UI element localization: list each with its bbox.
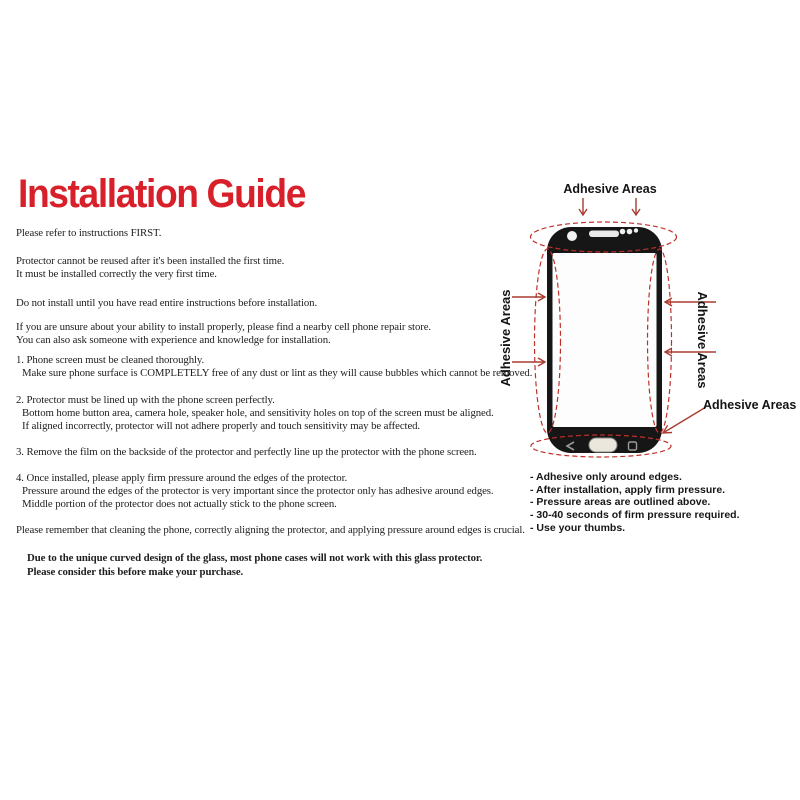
adhesive-areas-label-bottom: Adhesive Areas xyxy=(703,398,797,412)
note-item: - Adhesive only around edges. xyxy=(530,471,682,483)
adhesive-areas-label-left: Adhesive Areas xyxy=(498,289,513,387)
arrow-bottom-corner xyxy=(663,407,706,433)
arrow-top-right xyxy=(632,198,640,215)
instruction-line: If aligned incorrectly, protector will not adhere properly and touch sensitivity may be affected. xyxy=(22,420,421,432)
note-item: - 30-40 seconds of firm pressure required. xyxy=(530,509,740,522)
instruction-step-3: 3. Remove the film on the backside of the protector and perfectly line up the protector with the phone screen. xyxy=(16,446,477,458)
instructions-text xyxy=(16,227,533,579)
adhesive-areas-label-top: Adhesive Areas xyxy=(563,182,657,196)
page-title: Installation Guide xyxy=(18,172,305,216)
warning-line: Please consider this before make your purchase. xyxy=(27,566,244,578)
front-camera-icon xyxy=(567,231,577,241)
instruction-line: If you are unsure about your ability to install properly, please find a nearby cell phone repair store. xyxy=(16,321,432,333)
sensor-dot-icon xyxy=(627,229,633,235)
warning-line: Due to the unique curved design of the glass, most phone cases will not work with this glass protector. xyxy=(27,552,483,564)
instruction-line: Pressure around the edges of the protector is very important since the protector only has adhesive around edges. xyxy=(22,485,494,497)
instruction-line: Make sure phone surface is COMPLETELY free of any dust or lint as they will cause bubbles which cannot be removed. xyxy=(22,367,533,379)
instruction-line: Please remember that cleaning the phone, correctly aligning the protector, and applying pressure around edges is crucial. xyxy=(16,524,525,536)
phone-screen xyxy=(553,253,657,427)
note-item: - After installation, apply firm pressure. xyxy=(530,483,726,496)
arrow-left-lower xyxy=(512,358,545,366)
arrow-top-left xyxy=(579,198,587,215)
pressure-notes-list xyxy=(530,471,740,535)
sensor-dot-icon xyxy=(620,229,626,235)
instruction-line: Middle portion of the protector does not actually stick to the phone screen. xyxy=(22,498,337,510)
earpiece-speaker-icon xyxy=(589,231,619,238)
sensor-dot-icon xyxy=(634,228,638,232)
instruction-line: Protector cannot be reused after it's been installed the first time. xyxy=(16,255,285,267)
arrow-left-upper xyxy=(512,293,545,301)
adhesive-areas-label-right: Adhesive Areas xyxy=(695,291,710,389)
instruction-step-1: 1. Phone screen must be cleaned thoroughly. xyxy=(16,354,205,366)
instruction-line: You can also ask someone with experience and knowledge for installation. xyxy=(16,334,331,346)
instruction-line: Do not install until you have read entire instructions before installation. xyxy=(16,297,318,309)
instruction-line: It must be installed correctly the very first time. xyxy=(16,268,217,280)
note-item: - Pressure areas are outlined above. xyxy=(530,496,711,509)
instruction-line: Please refer to instructions FIRST. xyxy=(16,227,162,239)
phone-diagram xyxy=(470,150,800,480)
note-item: - Use your thumbs. xyxy=(530,521,626,534)
home-button-icon xyxy=(589,438,617,452)
instruction-step-2: 2. Protector must be lined up with the phone screen perfectly. xyxy=(16,394,275,406)
instruction-step-4: 4. Once installed, please apply firm pressure around the edges of the protector. xyxy=(16,472,348,484)
instruction-line: Bottom home button area, camera hole, speaker hole, and sensitivity holes on top of the screen must be aligned. xyxy=(22,407,494,419)
